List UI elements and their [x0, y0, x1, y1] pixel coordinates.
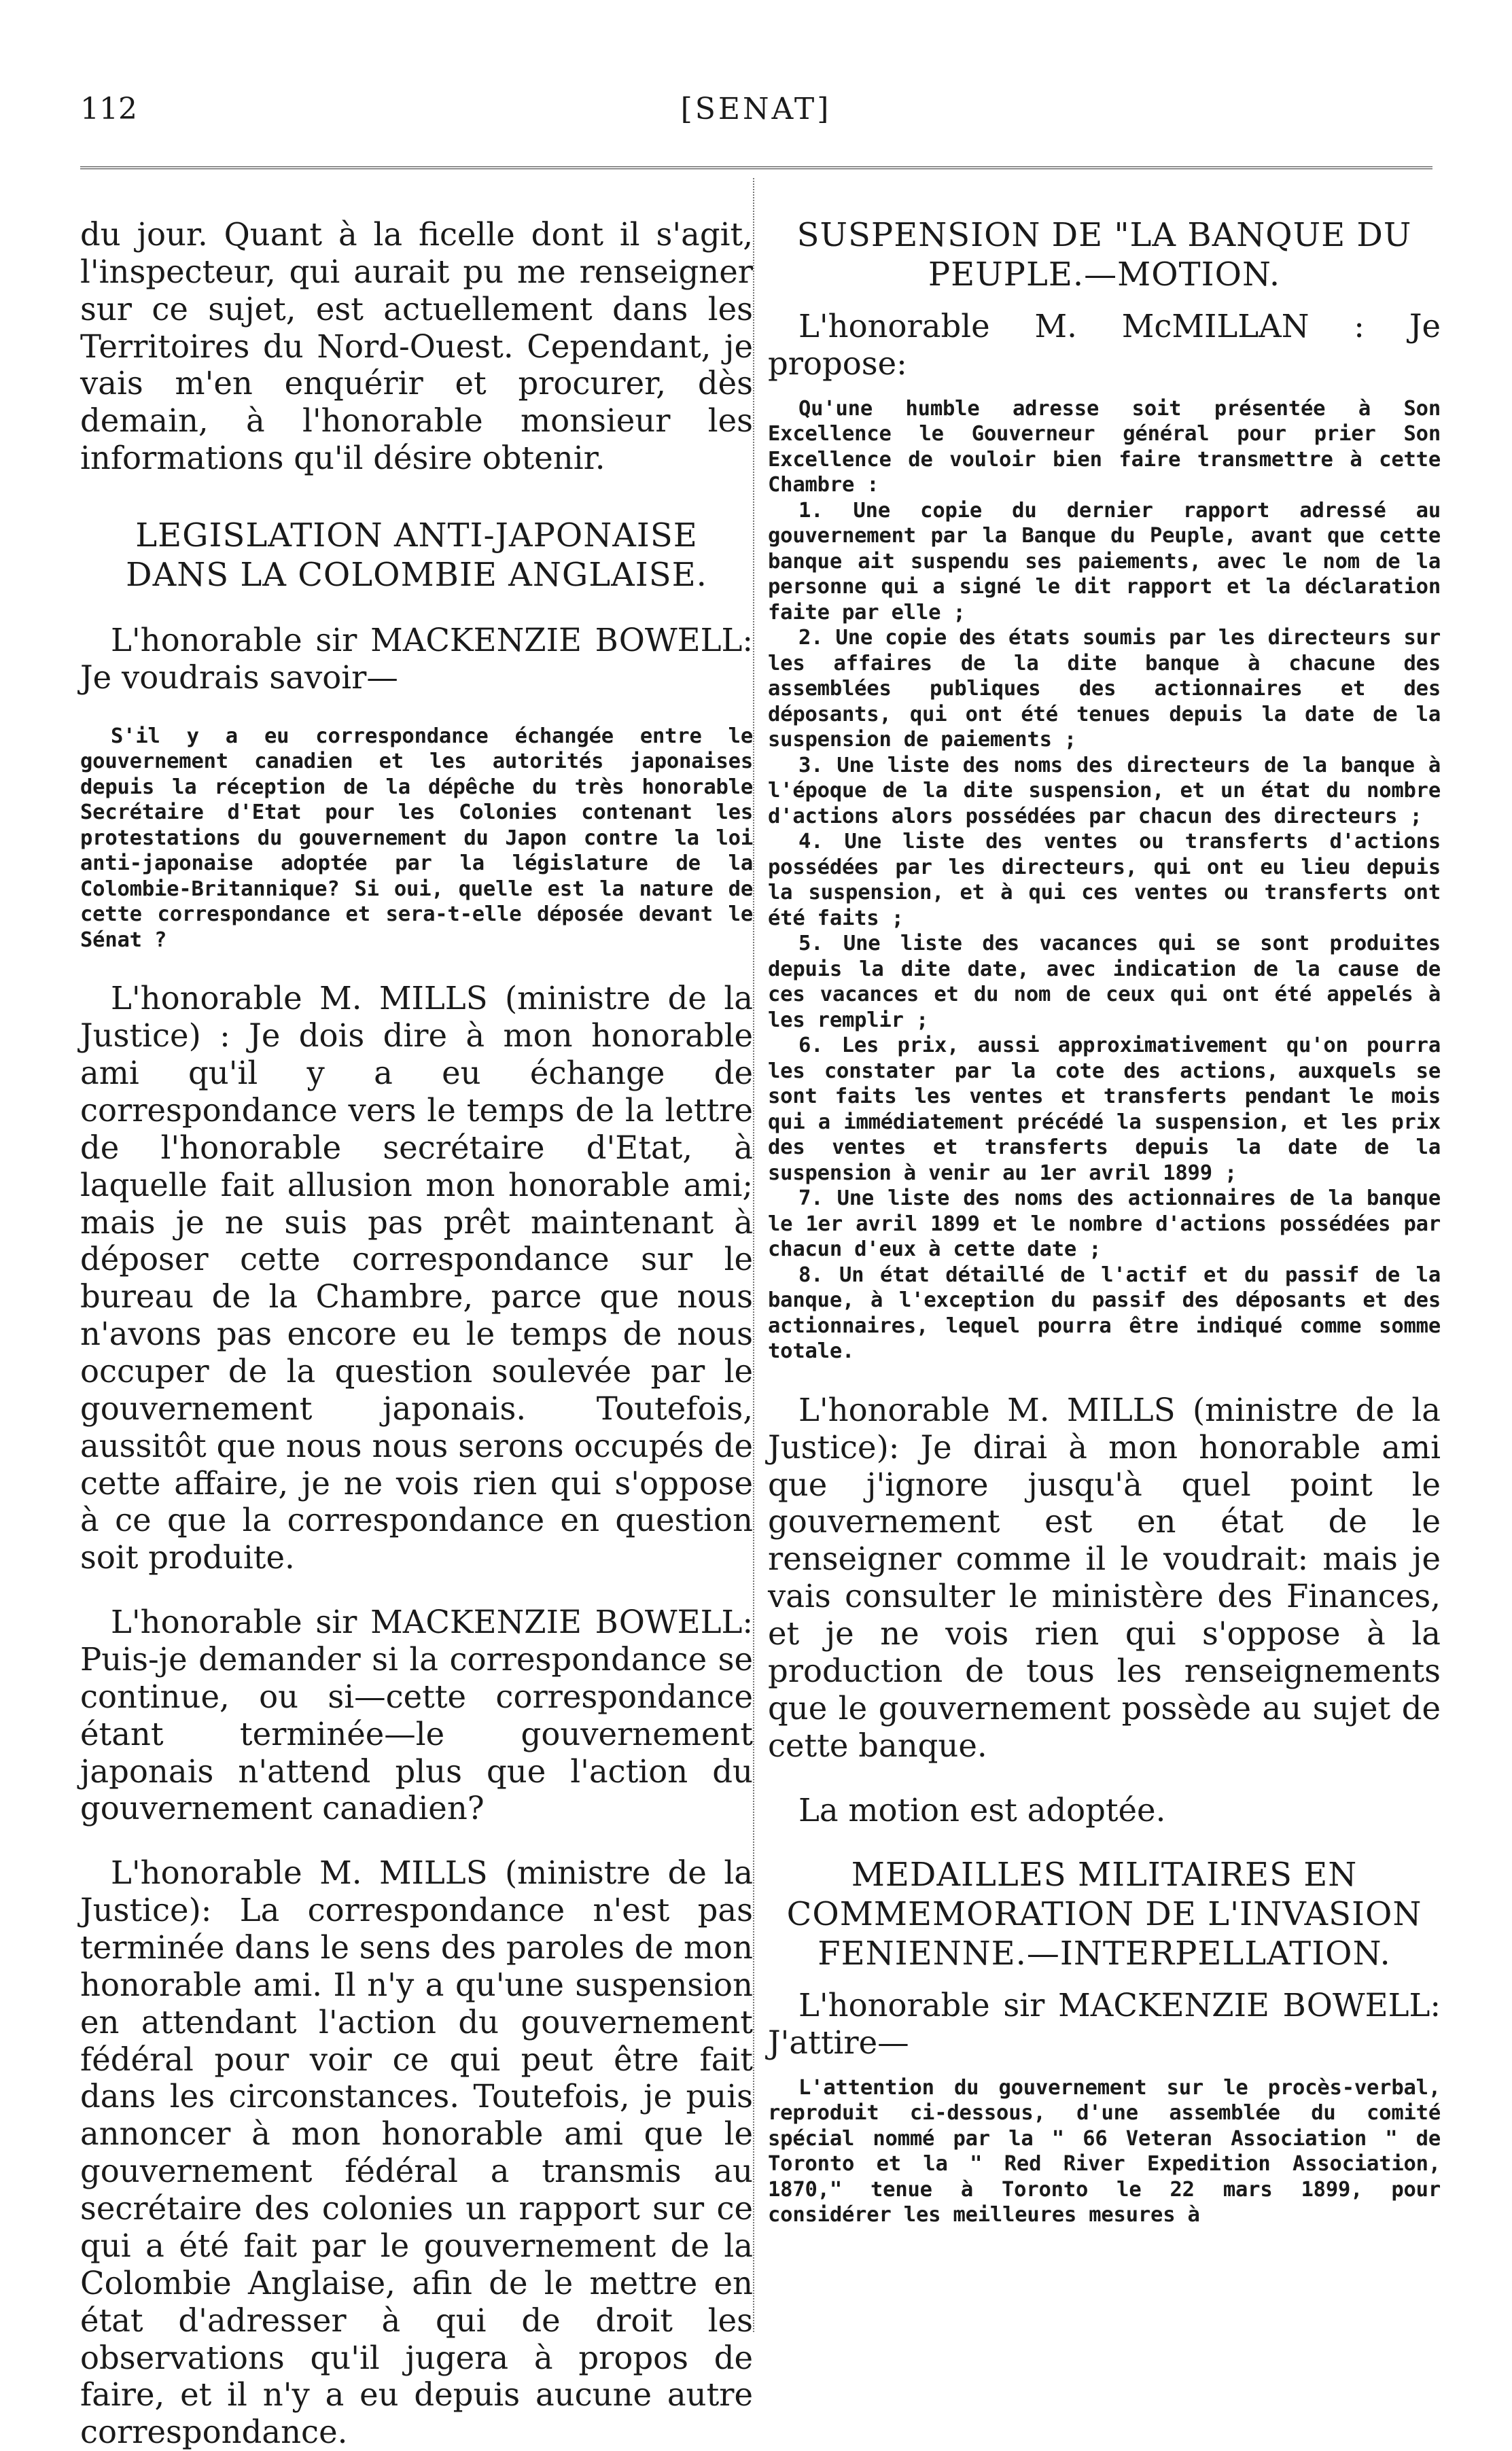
motion-item: 6. Les prix, aussi approximativement qu'on pourra les constater par la cote des actions, auxquels se sont faits les ventes et transferts pendant le mois qui a immédiatement précédé la suspension, et les prix des ventes et transferts depuis la date de la suspension à venir au 1er avril 1899 ; [768, 1034, 1441, 1185]
right-column [768, 216, 1441, 2228]
paragraph: L'honorable M. MILLS (ministre de la Justice): La correspondance n'est pas terminée dans le sens des paroles de mon honorable ami. Il n'y a qu'une suspension en attendant l'action du gouvernement fédéral pour voir ce qui peut être fait dans les circonstances. Toutefois, je puis annoncer à mon honorable ami que le gouvernement fédéral a transmis au secrétaire des colonies un rapport sur ce qui a été fait par le gouvernement de la Colombie Anglaise, afin de le mettre en état d'adresser à qui de droit les observations qu'il jugera à propos de faire, et il n'y a eu depuis aucune autre correspondance. [80, 1854, 753, 2451]
question-text: L'attention du gouvernement sur le procès-verbal, reproduit ci-dessous, d'une assemblée du comité spécial nommé par la " 66 Veteran Association " de Toronto et la " Red River Expedition Association, 1870," tenue à Toronto le 22 mars 1899, pour considérer les meilleures mesures à [768, 2075, 1441, 2227]
motion-item: 5. Une liste des vacances qui se sont produites depuis la dite date, avec indication de la cause de ces vacances et du nom de ceux qui ont été appelés à les remplir ; [768, 932, 1441, 1032]
page-number: 112 [80, 92, 137, 126]
paragraph: L'honorable M. MILLS (ministre de la Justice) : Je dois dire à mon honorable ami qu'il y a eu échange de correspondance vers le temps de la lettre de l'honorable secrétaire d'Etat, à laquelle fait allusion mon honorable ami; mais je ne suis pas prêt maintenant à déposer cette correspondance sur le bureau de la Chambre, parce que nous n'avons pas encore eu le temps de nous occuper de la question soulevée par le gouvernement japonais. Toutefois, aussitôt que nous nous serons occupés de cette affaire, je ne vois rien qui s'oppose à ce que la correspondance en question soit produite. [80, 980, 753, 1576]
paragraph: L'honorable sir MACKENZIE BOWELL: Puis-je demander si la correspondance se continue, ou si—cette correspondance étant terminée—le gouvernement japonais n'attend plus que l'action du gouvernement canadien? [80, 1604, 753, 1827]
motion-item: 4. Une liste des ventes ou transferts d'actions possédées par les directeurs, qui ont eu lieu depuis la suspension, et à qui ces ventes ou transferts ont été faits ; [768, 830, 1441, 930]
header-rule [80, 166, 1432, 169]
left-column [80, 216, 753, 2451]
running-head: [SENAT] [680, 92, 832, 126]
paragraph: L'honorable M. MILLS (ministre de la Justice): Je dirai à mon honorable ami que j'ignore jusqu'à quel point le gouvernement est en état de le renseigner comme il le voudrait: mais je vais consulter le ministère des Finances, et je ne vois rien qui s'oppose à la production de tous les renseignements que le gouvernement possède au sujet de cette banque. [768, 1391, 1441, 1764]
paragraph: du jour. Quant à la ficelle dont il s'agit, l'inspecteur, qui aurait pu me renseigner sur ce sujet, est actuellement dans les Territoires du Nord-Ouest. Cependant, je vais m'en enquérir et procurer, dès demain, à l'honorable monsieur les informations qu'il désire obtenir. [80, 216, 753, 477]
paragraph: L'honorable M. McMILLAN : Je propose: [768, 308, 1441, 383]
motion-item: 3. Une liste des noms des directeurs de la banque à l'époque de la dite suspension, et un état du nombre d'actions alors possédées par chacun des directeurs ; [768, 753, 1441, 828]
section-heading-medailles: MEDAILLES MILITAIRES EN COMMEMORATION DE L'INVASION FENIENNE.—INTERPELLATION. [786, 1856, 1422, 1973]
motion-item: 7. Une liste des noms des actionnaires de la banque le 1er avril 1899 et le nombre d'actions possédées par chacun d'eux à cette date ; [768, 1186, 1441, 1262]
paragraph: La motion est adoptée. [798, 1791, 1166, 1829]
motion-item: 2. Une copie des états soumis par les directeurs sur les affaires de la dite banque à chacune des assemblées publiques des actionnaires et des déposants, qui ont été tenues depuis la date de la suspension de paiements ; [768, 626, 1441, 752]
paragraph: L'honorable sir MACKENZIE BOWELL: J'attire— [768, 1987, 1441, 2061]
motion-item: 1. Une copie du dernier rapport adressé au gouvernement par la Banque du Peuple, avant que cette banque ait suspendu ses paiements, avec le nom de la personne qui a signé le dit rapport et la déclaration faite par elle ; [768, 498, 1441, 624]
section-heading-legislation: LEGISLATION ANTI-JAPONAISE DANS LA COLOMBIE ANGLAISE. [126, 516, 707, 594]
column-divider [753, 178, 754, 2332]
section-heading-banque: SUSPENSION DE "LA BANQUE DU PEUPLE.—MOTION. [796, 216, 1412, 294]
question-text: S'il y a eu correspondance échangée entre le gouvernement canadien et les autorités japonaises depuis la réception de la dépêche du très honorable Secrétaire d'Etat pour les Colonies contenant les protestations du gouvernement du Japon contre la loi anti-japonaise adoptée par la législature de la Colombie-Britannique? Si oui, quelle est la nature de cette correspondance et sera-t-elle déposée devant le Sénat ? [80, 724, 753, 952]
motion-text: Qu'une humble adresse soit présentée à Son Excellence le Gouverneur général pour prier Son Excellence de vouloir bien faire transmettre à cette Chambre : [768, 396, 1441, 497]
motion-item: 8. Un état détaillé de l'actif et du passif de la banque, à l'exception du passif des déposants et des actionnaires, lequel pourra être indiqué comme somme totale. [768, 1263, 1441, 1364]
paragraph: L'honorable sir MACKENZIE BOWELL: Je voudrais savoir— [80, 622, 753, 696]
